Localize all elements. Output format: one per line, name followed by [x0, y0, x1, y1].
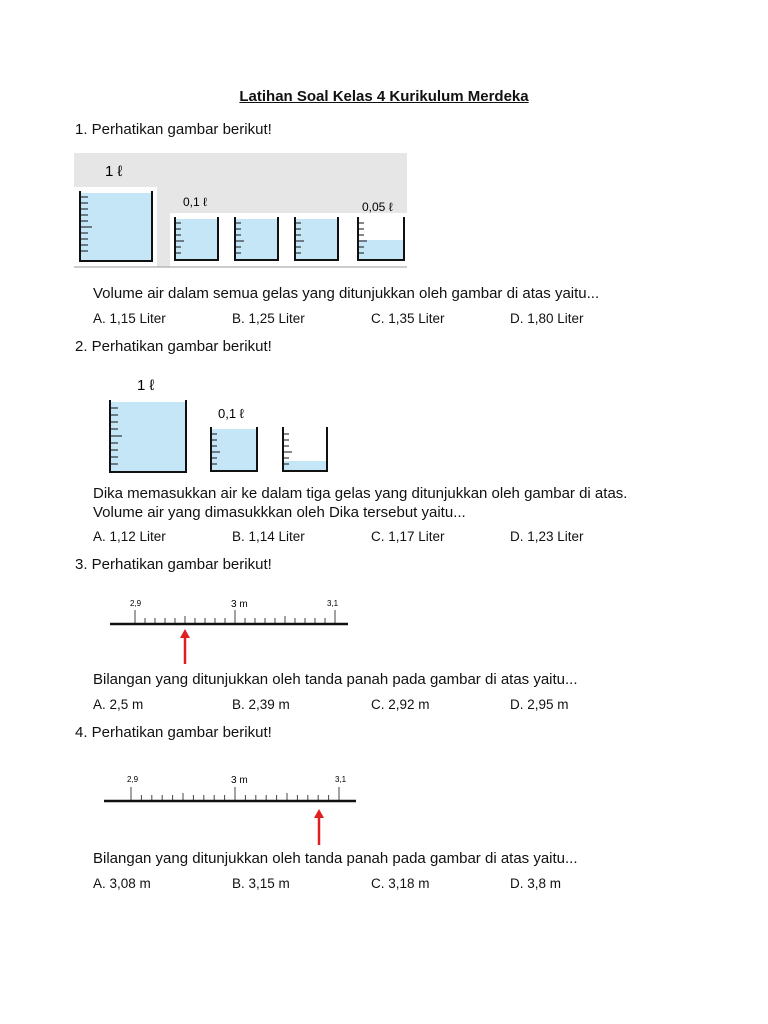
- q2-option-a[interactable]: A. 1,12 Liter: [93, 529, 166, 544]
- q3-option-c[interactable]: C. 2,92 m: [371, 697, 430, 712]
- question-1-figure: [74, 153, 409, 270]
- q4-option-c[interactable]: C. 3,18 m: [371, 876, 430, 891]
- label-0-1-liter: 0,1 ℓ: [183, 195, 207, 209]
- label-1-liter: 1 ℓ: [137, 377, 155, 394]
- glass-1-liter: [110, 400, 186, 472]
- label-1-liter: 1 ℓ: [105, 163, 123, 180]
- glass-1-liter: [80, 191, 152, 261]
- question-2-text-line-2: Volume air yang dimasukkkan oleh Dika tersebut yaitu...: [93, 504, 466, 521]
- question-2-figure: [105, 372, 335, 478]
- ruler-ticks: [131, 787, 339, 801]
- question-3-ruler: [100, 592, 360, 668]
- glass-0-1-liter-a: [175, 217, 218, 260]
- question-2-text-line-1: Dika memasukkan air ke dalam tiga gelas yang ditunjukkan oleh gambar di atas.: [93, 485, 628, 502]
- ruler-label-start: 2,9: [127, 775, 139, 784]
- q4-option-a[interactable]: A. 3,08 m: [93, 876, 151, 891]
- glass-0-1-liter-b: [235, 217, 278, 260]
- q4-option-b[interactable]: B. 3,15 m: [232, 876, 290, 891]
- red-arrow: [180, 629, 190, 664]
- label-0-1-liter: 0,1 ℓ: [218, 406, 244, 421]
- glass-0-1-liter-c: [295, 217, 338, 260]
- question-1-text: Volume air dalam semua gelas yang ditunjukkan oleh gambar di atas yaitu...: [93, 285, 600, 302]
- q4-option-d[interactable]: D. 3,8 m: [510, 876, 562, 891]
- ruler-label-end: 3,1: [335, 775, 347, 784]
- ruler-label-middle: 3 m: [231, 599, 248, 610]
- q3-option-d[interactable]: D. 2,95 m: [510, 697, 569, 712]
- q1-option-b[interactable]: B. 1,25 Liter: [232, 311, 305, 326]
- question-3-heading: 3. Perhatikan gambar berikut!: [75, 556, 272, 573]
- q2-option-b[interactable]: B. 1,14 Liter: [232, 529, 305, 544]
- question-4-heading: 4. Perhatikan gambar berikut!: [75, 724, 272, 741]
- glass-0-1-liter: [211, 427, 257, 471]
- glass-partial: [283, 427, 327, 471]
- q3-option-a[interactable]: A. 2,5 m: [93, 697, 144, 712]
- red-arrow: [314, 809, 324, 845]
- ruler-ticks: [135, 610, 335, 624]
- q1-option-c[interactable]: C. 1,35 Liter: [371, 311, 445, 326]
- page-title: Latihan Soal Kelas 4 Kurikulum Merdeka: [239, 88, 529, 105]
- ruler-label-start: 2,9: [130, 599, 142, 608]
- question-3-text: Bilangan yang ditunjukkan oleh tanda panah pada gambar di atas yaitu...: [93, 671, 578, 688]
- label-0-05-liter: 0,05 ℓ: [362, 200, 393, 214]
- ruler-label-middle: 3 m: [231, 775, 248, 786]
- q1-option-a[interactable]: A. 1,15 Liter: [93, 311, 166, 326]
- ruler-label-end: 3,1: [327, 599, 339, 608]
- question-2-heading: 2. Perhatikan gambar berikut!: [75, 338, 272, 355]
- question-4-ruler: [95, 770, 365, 848]
- question-1-heading: 1. Perhatikan gambar berikut!: [75, 121, 272, 138]
- q2-option-c[interactable]: C. 1,17 Liter: [371, 529, 445, 544]
- q3-option-b[interactable]: B. 2,39 m: [232, 697, 290, 712]
- question-4-text: Bilangan yang ditunjukkan oleh tanda panah pada gambar di atas yaitu...: [93, 850, 578, 867]
- q1-option-d[interactable]: D. 1,80 Liter: [510, 311, 584, 326]
- q2-option-d[interactable]: D. 1,23 Liter: [510, 529, 584, 544]
